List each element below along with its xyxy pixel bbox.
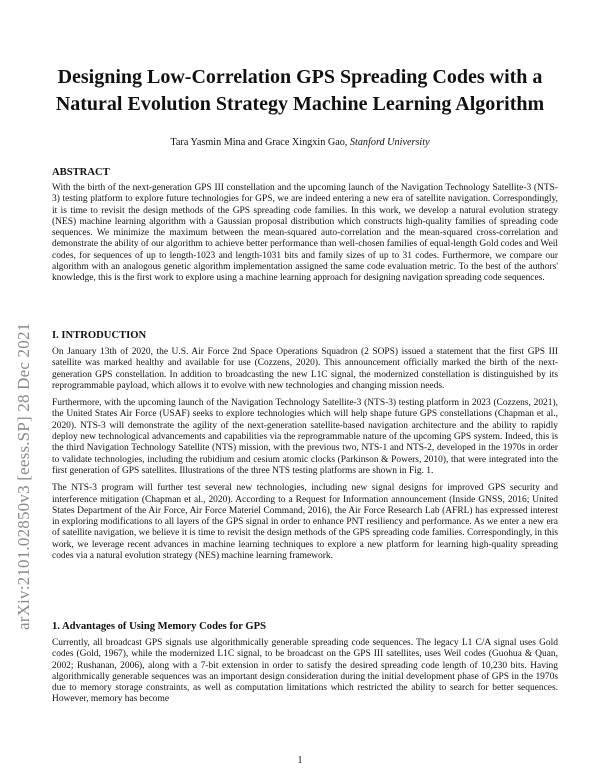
title-line-2: Natural Evolution Strategy Machine Learning Algorithm	[55, 93, 545, 115]
abstract-text: With the birth of the next-generation GPS III constellation and the upcoming launch of the Navigation Technology Satellite-3 (NTS-3) testing platform to explore future technologies for GPS, we are indeed entering a new era of satellite navigation. Correspondingly, it is time to revisit the design methods of the GPS spreading code families. In this work, we develop a natural evolution strategy (NES) machine learning algorithm with a Gaussian proposal distribution which constructs high-quality families of spreading code sequences. We minimize the maximum between the mean-squared auto-correlation and the mean-squared cross-correlation and demonstrate the ability of our algorithm to achieve better performance than well-chosen families of equal-length Gold codes and Weil codes, for sequences of up to length-1023 and length-1031 bits and family sizes of up to 31 codes. Furthermore, we compare our algorithm with an analogous genetic algorithm implementation assigned the same code evaluation metric. To the best of the authors' knowledge, this is the first work to explore using a machine learning approach for designing navigation spreading code sequences.	[52, 183, 558, 284]
intro-paragraph-3: The NTS-3 program will further test several new technologies, including new signal designs for improved GPS security and interference mitigation (Chapman et al., 2020). According to a Request for Information announcement (Inside GNSS, 2016; United States Department of the Air Force, Air Force Materiel Command, 2016), the Air Force Research Lab (AFRL) has expressed interest in exploring modifications to all layers of the GPS signal in order to enhance PNT resiliency and performance. As we enter a new era of satellite navigation, we believe it is time to revisit the design methods of the GPS spreading code families. Correspondingly, in this work, we leverage recent advances in machine learning techniques to explore a new platform for learning high-quality spreading codes via a natural evolution strategy (NES) machine learning framework.	[52, 483, 558, 562]
page-number: 1	[297, 755, 303, 766]
authors: Tara Yasmin Mina and Grace Xingxin Gao,	[170, 137, 348, 148]
arxiv-stamp[interactable]: arXiv:2101.02850v3 [eess.SP] 28 Dec 2021	[14, 322, 33, 630]
affiliation: Stanford University	[349, 137, 430, 148]
intro-paragraph-2: Furthermore, with the upcoming launch of the Navigation Technology Satellite-3 (NTS-3) testing platform in 2023 (Cozzens, 2021), the United States Air Force (USAF) seeks to explore technologies which will help shape future GPS constellations (Chapman et al., 2020). NTS-3 will demonstrate the agility of the next-generation satellite-based navigation architecture and the ability to rapidly deploy new technological advancements and capabilities via the reprogrammable nature of the upcoming GPS system. Indeed, this is the third Navigation Technology Satellite (NTS) mission, with the previous two, NTS-1 and NTS-2, developed in the 1970s in order to validate technologies, including the rubidium and cesium atomic clocks (Parkinson & Powers, 2010), that were integrated into the first generation of GPS satellites. Illustrations of the three NTS testing platforms are shown in Fig. 1.	[52, 398, 558, 476]
abstract-section	[52, 167, 558, 285]
paper-title	[40, 64, 560, 118]
title-line-1: Designing Low-Correlation GPS Spreading Codes with a	[57, 66, 543, 88]
abstract-heading: ABSTRACT	[52, 167, 110, 178]
subsection-heading: 1. Advantages of Using Memory Codes for GPS	[52, 621, 267, 632]
author-line	[40, 137, 560, 148]
section-heading: I. INTRODUCTION	[52, 330, 147, 341]
subsection-paragraph: Currently, all broadcast GPS signals use algorithmically generable spreading code sequences. The legacy L1 C/A signal uses Gold codes (Gold, 1967), while the modernized L1C signal, to be broadcast on the GPS III satellites, uses Weil codes (Guohua & Quan, 2002; Rushanan, 2006), along with a 7-bit extension in order to satisfy the desired spreading code length of 10,230 bits. Having algorithmically generable sequences was an important design consideration during the initial development phase of GPS in the 1970s due to memory storage constraints, as well as computation limitations which restricted the ability to search for better sequences. However, memory has become	[52, 638, 558, 705]
subsection	[52, 621, 558, 706]
intro-paragraph-1: On January 13th of 2020, the U.S. Air Force 2nd Space Operations Squadron (2 SOPS) issued a statement that the first GPS III satellite was marked healthy and available for use (Cozzens, 2020). This announcement officially marked the birth of the next-generation GPS constellation. In addition to broadcasting the new L1C signal, the modernized constellation is distinguished by its reprogrammable payload, which allows it to evolve with new technologies and changing mission needs.	[52, 347, 558, 391]
introduction-section	[52, 330, 558, 562]
